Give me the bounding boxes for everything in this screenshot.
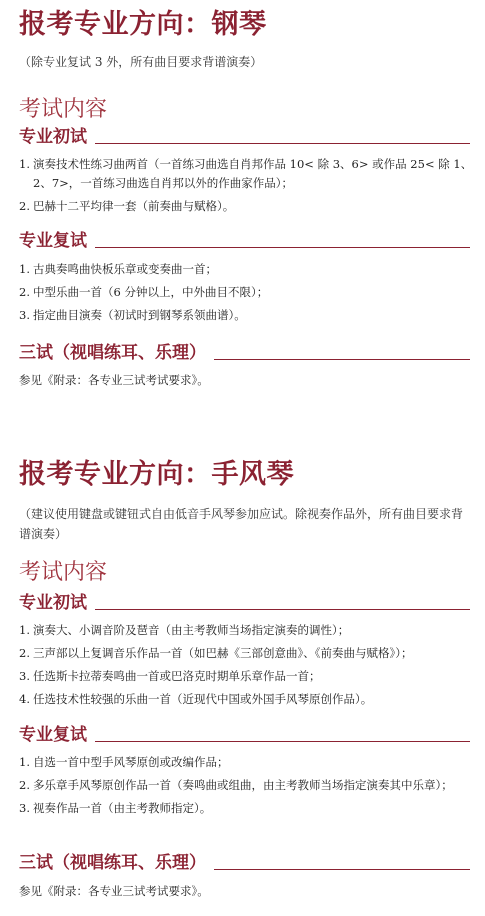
section-rule bbox=[214, 869, 470, 870]
item-text: 古典奏鸣曲快板乐章或变奏曲一首； bbox=[33, 262, 217, 276]
item-number: 2. bbox=[19, 778, 30, 792]
section-rule bbox=[214, 359, 470, 360]
list-item bbox=[19, 753, 474, 772]
item-number: 3. bbox=[19, 669, 30, 683]
section-label: 专业复试 bbox=[19, 231, 87, 251]
item-text: 三声部以上复调音乐作品一首（如巴赫《三部创意曲》、《前奏曲与赋格》）； bbox=[33, 646, 413, 660]
list-item bbox=[19, 621, 474, 640]
item-text: 中型乐曲一首（6 分钟以上，中外曲目不限）； bbox=[33, 285, 269, 299]
list-item bbox=[19, 644, 474, 663]
list-item bbox=[19, 799, 474, 818]
item-text: 任选斯卡拉蒂奏鸣曲一首或巴洛克时期单乐章作品一首； bbox=[33, 669, 321, 683]
list-item bbox=[19, 260, 474, 279]
section-label: 三试（视唱练耳、乐理） bbox=[19, 853, 206, 873]
accordion-preliminary-heading bbox=[19, 590, 470, 614]
piano-retest-heading bbox=[19, 228, 470, 252]
item-text: 多乐章手风琴原创作品一首（奏鸣曲或组曲，由主考教师当场指定演奏其中乐章）； bbox=[33, 778, 453, 792]
item-text: 自选一首中型手风琴原创或改编作品； bbox=[33, 755, 229, 769]
list-item bbox=[19, 306, 474, 325]
item-text: 演奏大、小调音阶及琶音（由主考教师当场指定演奏的调性）； bbox=[33, 623, 350, 637]
section-label: 三试（视唱练耳、乐理） bbox=[19, 343, 206, 363]
item-text: 视奏作品一首（由主考教师指定）。 bbox=[33, 801, 212, 815]
list-item bbox=[19, 197, 474, 216]
section-label: 专业初试 bbox=[19, 593, 87, 613]
piano-preliminary-heading bbox=[19, 124, 470, 148]
item-number: 3. bbox=[19, 308, 30, 322]
accordion-note: （建议使用键盘或键钮式自由低音手风琴参加应试。除视奏作品外，所有曲目要求背谱演奏） bbox=[19, 507, 464, 541]
section-rule bbox=[95, 741, 470, 742]
accordion-content-heading: 考试内容 bbox=[19, 560, 108, 585]
section-rule bbox=[95, 143, 470, 144]
piano-retest-list bbox=[19, 260, 474, 329]
accordion-third-heading bbox=[19, 850, 470, 874]
item-number: 2. bbox=[19, 285, 30, 299]
section-rule bbox=[95, 609, 470, 610]
section-label: 专业复试 bbox=[19, 725, 87, 745]
list-item bbox=[19, 776, 474, 795]
accordion-third-text: 参见《附录：各专业三试考试要求》。 bbox=[19, 884, 209, 898]
accordion-retest-heading bbox=[19, 722, 470, 746]
item-number: 2. bbox=[19, 646, 30, 660]
accordion-title: 报考专业方向：手风琴 bbox=[19, 459, 294, 490]
list-item bbox=[19, 667, 474, 686]
item-number: 3. bbox=[19, 801, 30, 815]
piano-third-text: 参见《附录：各专业三试考试要求》。 bbox=[19, 373, 209, 387]
piano-content-heading: 考试内容 bbox=[19, 97, 108, 122]
piano-preliminary-list bbox=[19, 155, 474, 220]
piano-note: （除专业复试 3 外，所有曲目要求背谱演奏） bbox=[19, 55, 263, 69]
list-item bbox=[19, 283, 474, 302]
item-number: 4. bbox=[19, 692, 30, 706]
section-label: 专业初试 bbox=[19, 127, 87, 147]
item-text: 演奏技术性练习曲两首（一首练习曲选自肖邦作品 10< 除 3、6> 或作品 25< 除 1、2、7>，一首练习曲选自肖邦以外的作曲家作品）； bbox=[33, 157, 473, 190]
accordion-retest-list bbox=[19, 753, 474, 822]
item-number: 1. bbox=[19, 755, 30, 769]
item-number: 1. bbox=[19, 262, 30, 276]
item-number: 1. bbox=[19, 157, 30, 171]
list-item bbox=[19, 690, 474, 709]
item-text: 巴赫十二平均律一套（前奏曲与赋格）。 bbox=[33, 199, 235, 213]
item-number: 2. bbox=[19, 199, 30, 213]
section-rule bbox=[95, 247, 470, 248]
item-text: 指定曲目演奏（初试时到钢琴系领曲谱）。 bbox=[33, 308, 246, 322]
accordion-preliminary-list bbox=[19, 621, 474, 713]
item-text: 任选技术性较强的乐曲一首（近现代中国或外国手风琴原创作品）。 bbox=[33, 692, 373, 706]
list-item bbox=[19, 155, 474, 193]
piano-title: 报考专业方向：钢琴 bbox=[19, 9, 267, 40]
piano-third-heading bbox=[19, 340, 470, 364]
item-number: 1. bbox=[19, 623, 30, 637]
